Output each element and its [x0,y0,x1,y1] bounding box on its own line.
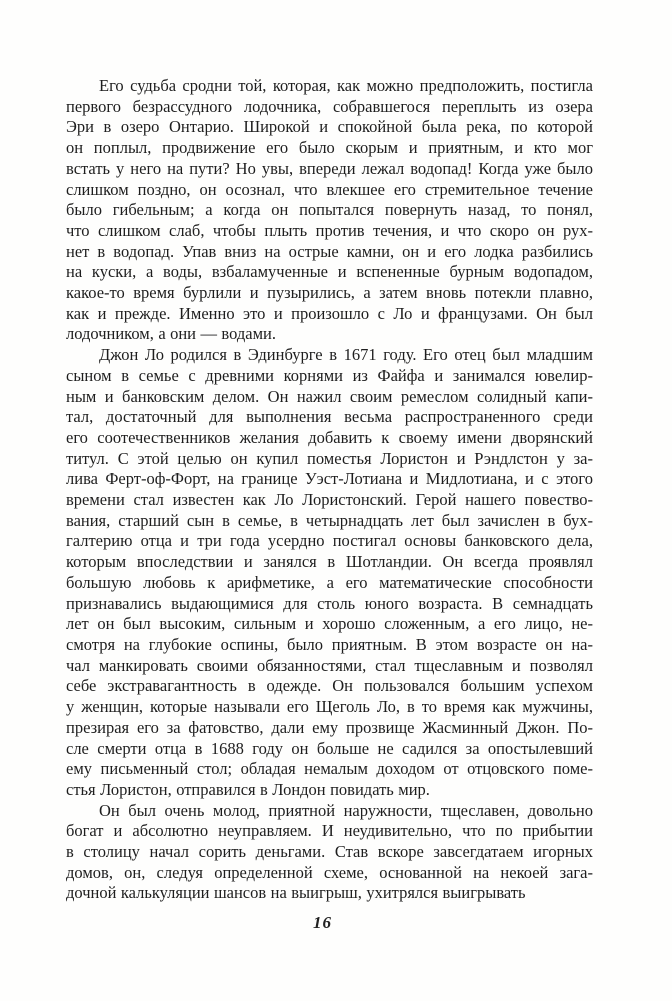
text-line: вания, старший сын в семье, в четырнадцать лет был зачислен в бух- [66,510,593,530]
text-line: какое-то время бурлили и пузырились, а затем вновь потекли плавно, [66,283,593,303]
text-line: чал манкировать своими обязанностями, стал тщеславным и позволял [66,655,593,675]
text-block [66,76,593,904]
text-line: что слишком слаб, чтобы плыть против течения, и что скоро он рух- [66,220,593,240]
text-line: домов, он, следуя определенной схеме, основанной на некоей зага- [66,862,593,882]
text-line: его соотечественников желания добавить к своему имени дворянский [66,427,593,447]
text-line: тал, достаточный для выполнения весьма распространенного среди [66,407,593,427]
text-line: богат и абсолютно неуправляем. И неудивительно, что по прибытии [66,821,593,841]
text-line: стья Лористон, отправился в Лондон повидать мир. [66,779,430,799]
paragraph [66,345,593,800]
text-line: первого безрассудного лодочника, собравшегося переплыть из озера [66,96,593,116]
text-line: которым впоследствии и занялся в Шотландии. Он всегда проявлял [66,552,593,572]
text-line: у женщин, которые называли его Щеголь Ло, в то время как мужчины, [66,697,593,717]
text-line: галтерию отца и три года усердно постигал основы банковского дела, [66,531,593,551]
text-line: сле смерти отца в 1688 году он больше не садился за опостылевший [66,738,593,758]
text-line: встать у него на пути? Но увы, впереди лежал водопад! Когда уже было [66,158,593,178]
text-line: ему письменный стол; обладая немалым доходом от отцовского поме- [66,759,593,779]
page-number: 16 [313,913,332,932]
text-line: лодочником, а они — водами. [66,324,276,344]
text-line: презирая его за фатовство, дали ему прозвище Жасминный Джон. По- [66,717,593,737]
text-line: лет он был высоким, сильным и хорошо сложенным, а его лицо, не- [66,614,593,634]
text-line: нет в водопад. Упав вниз на острые камни, он и его лодка разбились [66,241,593,261]
paragraph [66,801,593,905]
text-line: на куски, а воды, взбаламученные и вспененные бурным водопадом, [66,262,593,282]
text-line: титул. С этой целью он купил поместья Лористон и Рэндлстон у за- [66,448,593,468]
text-line: большую любовь к арифметике, а его математические способности [66,572,593,592]
text-line: как и прежде. Именно это и произошло с Ло и французами. Он был [66,303,593,323]
text-line: признавались выдающимися для столь юного возраста. В семнадцать [66,593,593,613]
text-line: Эри в озеро Онтарио. Широкой и спокойной была река, по которой [66,117,593,137]
text-line: лива Ферт-оф-Форт, на границе Уэст-Лотиана и Мидлотиана, и с этого [66,469,593,489]
text-line: дочной калькуляции шансов на выигрыш, ухитрялся выигрывать [66,883,526,903]
text-line: Его судьба сродни той, которая, как можно предположить, постигла [99,76,593,95]
text-line: он поплыл, продвижение его было скорым и приятным, и кто мог [66,138,593,158]
text-line: времени стал известен как Ло Лористонский. Герой нашего повество- [66,490,593,510]
text-line: слишком поздно, он осознал, что влекшее его стремительное течение [66,179,593,199]
text-line: в столицу начал сорить деньгами. Став вскоре завсегдатаем игорных [66,842,593,862]
text-line: было гибельным; а когда он попытался повернуть назад, то понял, [66,200,593,220]
text-line: смотря на глубокие оспины, было приятным. В этом возрасте он на- [66,634,593,654]
text-line: Джон Ло родился в Эдинбурге в 1671 году. Его отец был младшим [99,345,593,365]
text-line: ным и банковским делом. Он нажил своим ремеслом солидный капи- [66,386,593,406]
text-line: себе экстравагантность в одежде. Он пользовался большим успехом [66,676,593,696]
text-line: сыном в семье с древними корнями из Файфа и занимался ювелир- [66,365,593,385]
paragraph [66,76,593,345]
text-line: Он был очень молод, приятной наружности, тщеславен, довольно [99,800,593,820]
